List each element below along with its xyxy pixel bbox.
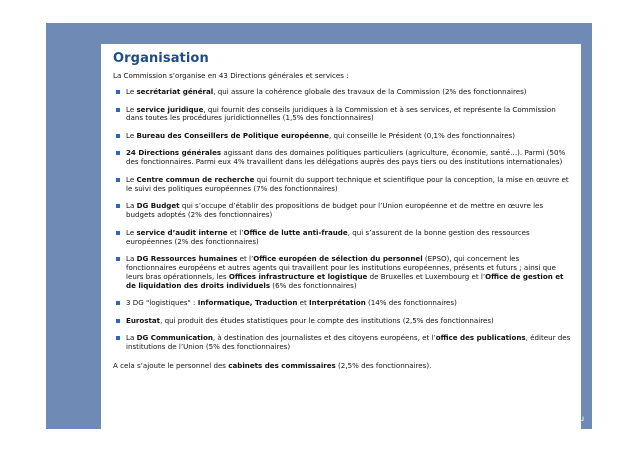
- square-bullet-icon: [116, 231, 120, 235]
- text-segment: , qui fournit des conseils juridiques à la Commission et à ses services, et représente la Commission dans toutes les procédures juridictionnelles (1,5% des fonctionnaires): [126, 104, 556, 123]
- bold-term: Centre commun de recherche: [136, 174, 255, 184]
- text-segment: 3 DG "logistiques" :: [126, 298, 198, 308]
- bold-term: secrétariat général: [136, 87, 214, 96]
- bold-term: Office de lutte anti-fraude: [243, 227, 348, 237]
- text-segment: de Bruxelles et Luxembourg et l’: [367, 271, 486, 281]
- bold-term: cabinets des commissaires: [228, 360, 336, 370]
- text-segment: , qui s’assurent de la bonne gestion des ressources européennes (2% des fonctionnaires): [126, 227, 530, 246]
- text-segment: Le: [126, 104, 137, 114]
- list-item: [113, 299, 571, 308]
- list-item: [113, 255, 571, 291]
- list-item: [113, 334, 571, 352]
- text-segment: Le: [126, 87, 137, 96]
- text-segment: , qui conseille le Président (0,1% des fonctionnaires): [328, 130, 516, 140]
- bold-term: office des publications: [435, 333, 526, 343]
- bold-term: Bureau des Conseillers de Politique européenne: [136, 130, 329, 140]
- list-item: [113, 88, 571, 97]
- text-segment: agissant dans des domaines politiques particuliers (agriculture, économie, santé…). Parmi (50% des fonctionnaires. Parmi eux 4% travaillent dans les délégations auprès des pays tiers ou des institutions internationales): [126, 148, 566, 167]
- content-panel: [101, 44, 581, 439]
- text-segment: Le: [126, 174, 137, 184]
- list-item: [113, 132, 571, 141]
- text-segment: (6% des fonctionnaires): [270, 280, 357, 290]
- text-segment: Le: [126, 130, 137, 140]
- square-bullet-icon: [116, 301, 120, 305]
- text-segment: (2,5% des fonctionnaires).: [335, 360, 432, 370]
- bold-term: Eurostat: [126, 315, 161, 325]
- text-segment: , qui assure la cohérence globale des travaux de la Commission (2% des fonctionnaires): [213, 87, 527, 96]
- square-bullet-icon: [116, 134, 120, 138]
- list-item: [113, 229, 571, 247]
- text-segment: et l’: [227, 227, 244, 237]
- outro-text: [113, 361, 571, 370]
- bold-term: service d’audit interne: [136, 227, 228, 237]
- square-bullet-icon: [116, 90, 120, 94]
- text-segment: , à destination des journalistes et des citoyens européens, et l’: [212, 333, 436, 343]
- bold-term: Office de gestion et de liquidation des droits individuels: [126, 271, 564, 290]
- text-segment: A cela s’ajoute le personnel des: [113, 360, 229, 370]
- text-segment: , qui produit des études statistiques pour le compte des institutions (2,5% des fonctionnaires): [160, 315, 494, 325]
- bold-term: DG Ressources humaines: [136, 254, 238, 264]
- list-item: [113, 317, 571, 326]
- bold-term: Office européen de sélection du personnel: [253, 254, 423, 264]
- bold-term: DG Communication: [136, 333, 213, 343]
- bold-term: 24 Directions générales: [126, 148, 222, 158]
- list-item: [113, 202, 571, 220]
- text-segment: et l’: [237, 254, 254, 264]
- text-segment: La: [126, 333, 137, 343]
- slide-frame: [46, 23, 592, 429]
- text-segment: qui fournit du support technique et scientifique pour la conception, la mise en œuvre et le suivi des politiques européennes (7% des fonctionnaires): [126, 174, 569, 193]
- bold-term: Offices infrastructure et logistique: [228, 271, 368, 281]
- slide-title: Organisation: [113, 51, 209, 66]
- square-bullet-icon: [116, 336, 120, 340]
- square-bullet-icon: [116, 319, 120, 323]
- text-segment: Le: [126, 227, 137, 237]
- text-segment: qui s’occupe d’établir des propositions de budget pour l’Union européenne et de mettre en œuvre les budgets adoptés (2% des fonctionnaires): [126, 201, 544, 220]
- intro-text: La Commission s’organise en 43 Directions générales et services :: [113, 71, 349, 80]
- bold-term: Interprétation: [309, 298, 366, 308]
- bold-term: service juridique: [136, 104, 204, 114]
- text-segment: et: [297, 298, 310, 308]
- list-item: [113, 106, 571, 124]
- organisation-list: [113, 88, 571, 352]
- list-item: [113, 176, 571, 194]
- source-caption: Source: touteleurope.eu: [493, 413, 584, 423]
- text-segment: La: [126, 201, 137, 211]
- list-item: [113, 149, 571, 167]
- text-segment: , éditeur des institutions de l’Union (5% des fonctionnaires): [126, 333, 571, 352]
- square-bullet-icon: [116, 108, 120, 112]
- text-segment: (EPSO), qui concernent les fonctionnaires européens et autres agents qui travaillent pour les institutions européennes, présents et futurs ; ainsi que leurs bras opérationnels, les: [126, 254, 556, 281]
- square-bullet-icon: [116, 178, 120, 182]
- square-bullet-icon: [116, 151, 120, 155]
- square-bullet-icon: [116, 257, 120, 261]
- text-segment: La: [126, 254, 137, 264]
- text-segment: (14% des fonctionnaires): [365, 298, 457, 308]
- bold-term: Informatique, Traduction: [197, 298, 298, 308]
- square-bullet-icon: [116, 204, 120, 208]
- bold-term: DG Budget: [136, 201, 180, 211]
